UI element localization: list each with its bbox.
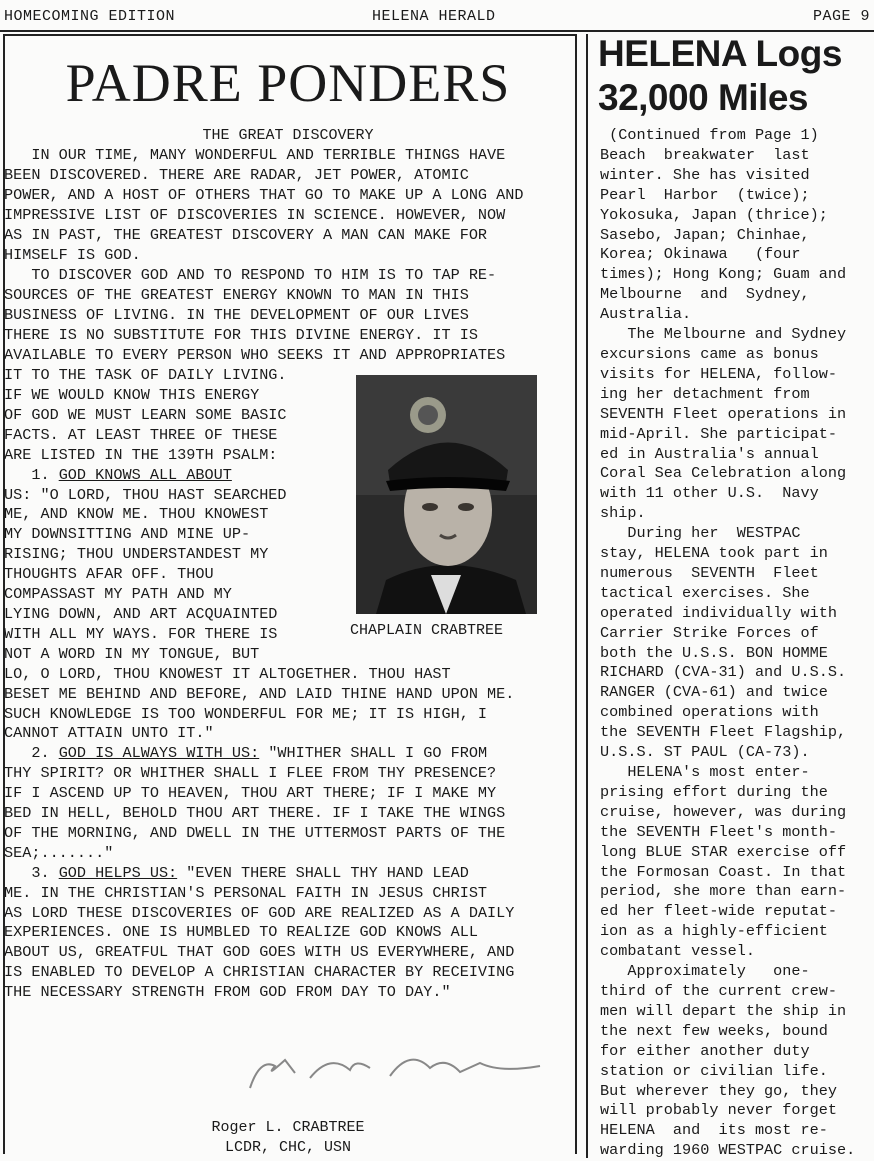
newspaper-name: HELENA HERALD <box>372 8 496 25</box>
signature-rank: LCDR, CHC, USN <box>224 1139 352 1156</box>
page-number: PAGE 9 <box>812 8 870 25</box>
point-2-heading: GOD IS ALWAYS WITH US: <box>58 744 260 763</box>
page-header <box>0 4 874 32</box>
right-title-line-1: HELENA Logs <box>598 33 842 74</box>
article-title: PADRE PONDERS <box>65 53 511 113</box>
point-1-number: 1. <box>4 465 59 484</box>
handwritten-signature <box>240 1038 560 1098</box>
right-article-body: (Continued from Page 1) Beach breakwater last winter. She has visited Pearl Harbor (twice); Yokosuka, Japan (thrice); Sasebo, Japan; Chinhae, Korea; Okinawa (four times); Hong Kong; Guam and Melbourne and Sydney, Australia. The Melbourne and Sydney excursions came as bonus visits for HELENA, follow- ing her detachment from SEVENTH Fleet operations in mid-April. She participat- ed in Australia's annual Coral Sea Celebration along with 11 other U.S. Navy ship. During her WESTPAC stay, HELENA took part in numerous SEVENTH Fleet tactical exercises. She operated individually with Carrier Strike Forces of both the U.S.S. BON HOMME RICHARD (CVA-31) and U.S.S. RANGER (CVA-61) and twice combined operations with the SEVENTH Fleet Flagship, U.S.S. ST PAUL (CA-73). HELENA's most enter- prising effort during the cruise, however, was during the SEVENTH Fleet's month- long BLUE STAR exercise off the Formosan Coast. In that period, she more than earn- ed her fleet-wide reputat- ion as a highly-efficient combatant vessel. Approximately one- third of the current crew- men will depart the ship in the next few weeks, bound for either another duty station or civilian life. But wherever they go, they will probably never forget HELENA and its most re- warding 1960 WESTPAC cruise. <box>600 126 856 1160</box>
para3-line: ARE LISTED IN THE 139TH PSALM: <box>4 445 278 464</box>
paragraph-2: TO DISCOVER GOD AND TO RESPOND TO HIM IS TO TAP RE- SOURCES OF THE GREATEST ENERGY KNOWN TO MAN IN THIS BUSINESS OF LIVING. IN THE DEVELOPMENT OF OUR LIVES THERE IS NO SUBSTITUTE FOR THIS DIVINE ENERGY. IT IS AVAILABLE TO EVERY PERSON WHO SEEKS IT AND APPROPRIATES IT TO THE TASK OF DAILY LIVING. <box>4 266 506 384</box>
paragraph-1: IN OUR TIME, MANY WONDERFUL AND TERRIBLE THINGS HAVE BEEN DISCOVERED. THERE ARE RADAR, JET POWER, ATOMIC POWER, AND A HOST OF OTHERS THAT GO TO MAKE UP A LONG AND IMPRESSIVE LIST OF DISCOVERIES IN SCIENCE. HOWEVER, NOW AS IN PAST, THE GREATEST DISCOVERY A MAN CAN MAKE FOR HIMSELF IS GOD. <box>4 146 524 264</box>
point-3-heading: GOD HELPS US: <box>58 863 178 882</box>
right-title-line-2: 32,000 Miles <box>598 77 808 118</box>
para3-line: FACTS. AT LEAST THREE OF THESE <box>4 425 278 444</box>
portrait-photo <box>356 375 537 614</box>
article-subtitle: THE GREAT DISCOVERY <box>202 127 374 144</box>
photo-caption: CHAPLAIN CRABTREE <box>350 622 504 639</box>
signature-block <box>0 1118 576 1158</box>
edition-label: HOMECOMING EDITION <box>4 8 176 25</box>
point-2-text: "WHITHER SHALL I GO FROM THY SPIRIT? OR WHITHER SHALL I FLEE FROM THY PRESENCE? IF I ASCEND UP TO HEAVEN, THOU ART THERE; IF I MAKE MY BED IN HELL, BEHOLD THOU ART THERE. IF I TAKE THE WINGS OF THE MORNING, AND DWELL IN THE UTTERMOST PARTS OF THE SEA;......." <box>4 744 506 862</box>
portrait-photo-icon <box>356 375 537 614</box>
point-1-heading: GOD KNOWS ALL ABOUT <box>58 465 232 484</box>
para3-line: OF GOD WE MUST LEARN SOME BASIC <box>4 405 287 424</box>
signature-name: Roger L. CRABTREE <box>211 1119 365 1136</box>
point-1-text: US: "O LORD, THOU HAST SEARCHED ME, AND KNOW ME. THOU KNOWEST MY DOWNSITTING AND MINE UP- RISING; THOU UNDERSTANDEST MY THOUGHTS AFAR OFF. THOU COMPASSAST MY PATH AND MY LYING DOWN, AND ART ACQUAINTED WITH ALL MY WAYS. FOR THERE IS NOT A WORD IN MY TONGUE, BUT LO, O LORD, THOU KNOWEST IT ALTOGETHER. THOU HAST BESET ME BEHIND AND BEFORE, AND LAID THINE HAND UPON ME. SUCH KNOWLEDGE IS TOO WONDERFUL FOR ME; IT IS HIGH, I CANNOT ATTAIN UNTO IT." <box>4 485 515 743</box>
column-divider <box>586 34 588 1158</box>
point-2-number: 2. <box>4 744 59 763</box>
point-3-text: "EVEN THERE SHALL THY HAND LEAD ME. IN THE CHRISTIAN'S PERSONAL FAITH IN JESUS CHRIST AS LORD THESE DISCOVERIES OF GOD ARE REALIZED AS A DAILY EXPERIENCES. ONE IS HUMBLED TO REALIZE GOD KNOWS ALL ABOUT US, GREATFUL THAT GOD GOES WITH US EVERYWHERE, AND IS ENABLED TO DEVELOP A CHRISTIAN CHARACTER BY RECEIVING THE NECESSARY STRENGTH FROM GOD FROM DAY TO DAY." <box>4 863 515 1002</box>
para3-line: IF WE WOULD KNOW THIS ENERGY <box>4 386 260 404</box>
signature-icon <box>240 1038 560 1098</box>
right-article-title <box>598 32 842 120</box>
point-3-number: 3. <box>4 863 59 882</box>
